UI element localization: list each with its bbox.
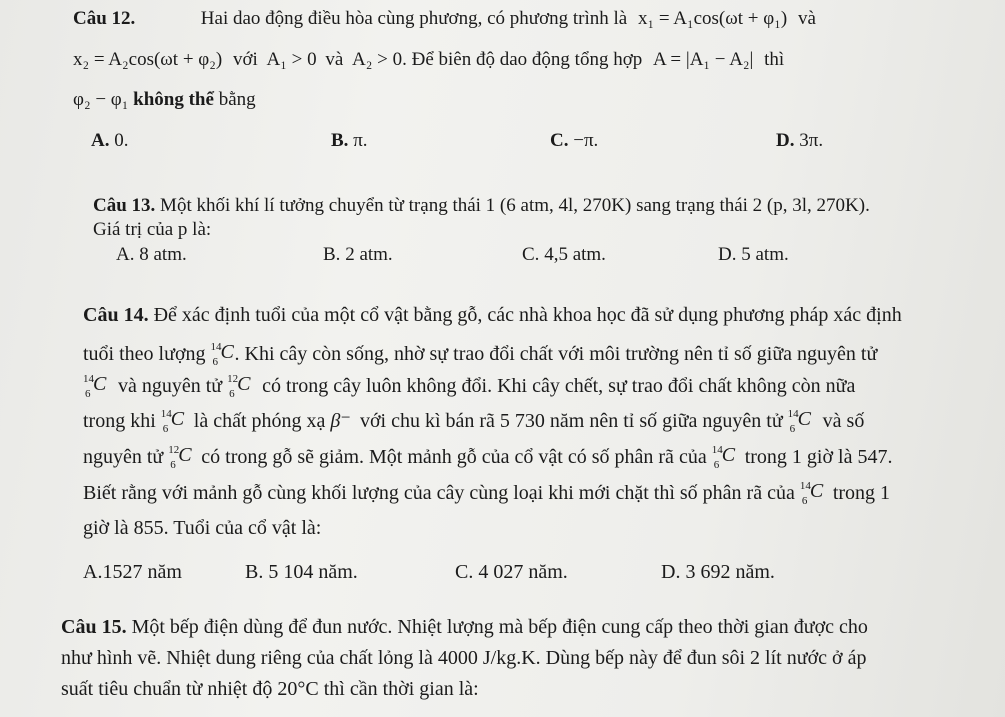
q12-cannot: không thể [133,89,214,110]
carbon-14-symbol: 14 6 C [83,373,107,400]
carbon-14-symbol: 14 6 C [711,444,736,471]
q12-equal: bằng [218,89,256,110]
q12-with: với [232,49,258,70]
q13-option-b[interactable]: B. 2 atm. [323,244,393,265]
carbon-14-symbol: 14 6 C [799,480,824,507]
q14-text-4d: và số [822,410,865,432]
q14-line-5 [83,444,893,469]
q12-option-b[interactable]: B. π. [331,130,368,151]
q12-line-2 [73,48,784,72]
q14-line-4 [83,408,864,433]
carbon-14-symbol: 14 6 C [210,341,234,368]
q12-line-3 [73,88,256,112]
q15-text-3a: suất tiêu chuẩn từ nhiệt độ [61,678,273,700]
q12-x1-formula: x₁ = A₁cos(ωt + φ₁) [637,8,788,29]
q12-option-c[interactable]: C. −π. [550,130,599,151]
q15-line-1 [61,615,868,639]
q12-amplitude-formula: A = |A₁ − A₂| [653,49,754,70]
q15-label: Câu 15. [61,616,127,638]
q12-a1-cond: A₁ > 0 [266,49,317,70]
q15-text-1: Một bếp điện dùng để đun nước. Nhiệt lượng mà bếp điện cung cấp theo thời gian được cho [131,616,868,638]
q12-option-a[interactable]: A. 0. [91,130,129,151]
q12-and-2: và [325,49,344,70]
q14-text-7: giờ là 855. Tuổi của cổ vật là: [83,517,322,539]
q14-option-a[interactable]: A.1527 năm [83,561,182,583]
carbon-14-symbol: 14 6 C [787,408,812,435]
q14-text-3a: và nguyên tử [118,375,223,397]
q12-a2-cond: A₂ > 0 [352,49,403,70]
q14-line-3 [83,373,855,398]
q12-line-1 [73,7,816,31]
q14-line-7 [83,516,321,540]
q12-option-d[interactable]: D. 3π. [776,130,824,151]
q13-text-1: Một khối khí lí tưởng chuyển từ trạng thái 1 (6 atm, 4l, 270K) sang trạng thái 2 (p, 3l, 270K). [160,195,870,216]
q14-text-2a: tuổi theo lượng [83,343,206,365]
q13-option-d[interactable]: D. 5 atm. [718,244,789,265]
q14-text-5a: nguyên tử [83,446,164,468]
q13-option-a[interactable]: A. 8 atm. [116,244,187,265]
q13-label: Câu 13. [93,195,156,216]
q14-text-5c: trong 1 giờ là 547. [744,446,893,468]
q14-option-b[interactable]: B. 5 104 năm. [245,561,358,583]
q12-label: Câu 12. [73,8,136,29]
q14-line-6 [83,480,890,505]
q15-text-2: như hình vẽ. Nhiệt dung riêng của chất lỏng là 4000 J/kg.K. Dùng bếp này để đun sôi 2 lít nước ở áp [61,647,867,669]
q14-text-4a: trong khi [83,410,156,432]
q13-text-2: Giá trị của p là: [93,219,212,240]
q14-text-2b: . Khi cây còn sống, nhờ sự trao đổi chất với môi trường nên tỉ số giữa nguyên tử [234,343,878,365]
q14-text-6b: trong 1 [832,482,891,504]
q14-option-c[interactable]: C. 4 027 năm. [455,561,568,583]
q12-phase-diff: φ₂ − φ₁ [73,89,129,110]
q13-line-1 [93,194,870,218]
q14-text-6a: Biết rằng với mảnh gỗ cùng khối lượng của cây cùng loại khi mới chặt thì số phân rã của [83,482,795,504]
q14-option-d[interactable]: D. 3 692 năm. [661,561,775,583]
carbon-14-symbol: 14 6 C [160,408,185,435]
q12-text-2: . Để biên độ dao động tổng hợp [402,49,643,70]
q14-text-1: Để xác định tuổi của một cổ vật bằng gỗ, các nhà khoa học đã sử dụng phương pháp xác định [153,304,902,326]
q14-text-4c: với chu kì bán rã 5 730 năm nên tỉ số giữa nguyên tử [359,410,783,432]
q15-line-3 [61,677,479,701]
q14-line-2 [83,341,877,366]
q14-text-3b: có trong cây luôn không đổi. Khi cây chết, sự trao đổi chất không còn nữa [262,375,856,397]
q14-line-1 [83,303,902,327]
q12-then: thì [764,49,785,70]
carbon-12-symbol: 12 6 C [168,444,192,471]
q12-and: và [797,8,816,29]
q14-label: Câu 14. [83,304,149,326]
q14-text-4b: là chất phóng xạ [193,410,326,432]
q13-line-2 [93,218,211,242]
q15-line-2 [61,646,866,670]
q12-text-1: Hai dao động điều hòa cùng phương, có phương trình là [200,8,628,29]
beta-minus-symbol: β⁻ [330,410,351,432]
q14-text-5b: có trong gỗ sẽ giảm. Một mảnh gỗ của cổ vật có số phân rã của [201,446,707,468]
q12-x2-formula: x₂ = A₂cos(ωt + φ₂) [73,49,223,70]
q15-temperature: 20°C [277,678,319,700]
q15-text-3b: thì cần thời gian là: [323,678,479,700]
carbon-12-symbol: 12 6 C [227,373,251,400]
q13-option-c[interactable]: C. 4,5 atm. [522,244,606,265]
